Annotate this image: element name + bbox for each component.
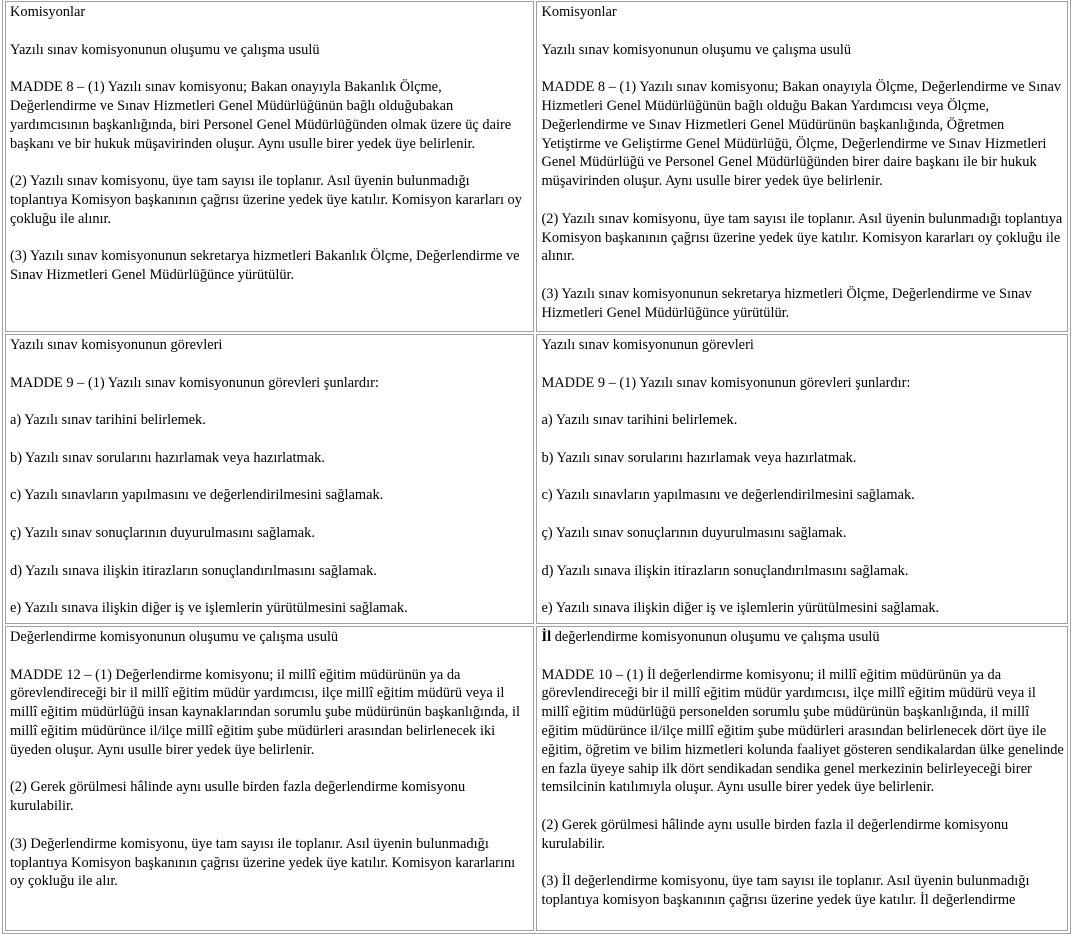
table-row [5,334,1068,624]
list-item: ç) Yazılı sınav sonuçlarının duyurulmasını sağlamak. [541,524,847,541]
list-item: c) Yazılı sınavların yapılmasını ve değerlendirilmesini sağlamak. [541,487,915,504]
article-paragraph: (3) İl değerlendirme komisyonu, üye tam sayısı ile toplanır. Asıl üyenin bulunmadığı toplantıya komisyon başkanının çağrısı üzerine yedek üye katılır. İl değerlendirme [541,873,1030,909]
list-item: a) Yazılı sınav tarihini belirlemek. [541,412,738,429]
old-text-cell [5,334,534,624]
section-heading: Komisyonlar [541,4,617,20]
old-text-cell [5,1,534,332]
new-text-cell [536,334,1068,624]
old-text-cell [5,626,534,931]
list-item: e) Yazılı sınava ilişkin diğer iş ve işlemlerin yürütülmesini sağlamak. [10,600,408,617]
article-paragraph: (2) Yazılı sınav komisyonu, üye tam sayısı ile toplanır. Asıl üyenin bulunmadığı toplantıya Komisyon başkanının çağrısı üzerine yedek üye katılır. Komisyon kararları oy çokluğu ile alınır. [541,210,1063,265]
list-item: b) Yazılı sınav sorularını hazırlamak veya hazırlatmak. [541,449,857,466]
article-title: Değerlendirme komisyonunun oluşumu ve çalışma usulü [10,629,339,645]
list-item: d) Yazılı sınava ilişkin itirazların sonuçlandırılmasını sağlamak. [541,562,909,579]
article-paragraph: (3) Yazılı sınav komisyonunun sekretarya hizmetleri Bakanlık Ölçme, Değerlendirme ve Sınav Hizmetleri Genel Müdürlüğünce yürütülür. [10,248,520,284]
article-title: Yazılı sınav komisyonunun görevleri [10,337,223,353]
article-title: Yazılı sınav komisyonunun oluşumu ve çalışma usulü [541,41,852,58]
table-row [5,626,1068,931]
table-row [5,1,1068,332]
article-paragraph: MADDE 8 – (1) Yazılı sınav komisyonu; Bakan onayıyla Ölçme, Değerlendirme ve Sınav Hizmetleri Genel Müdürlüğünün bağlı olduğu Bakan Yardımcısı veya Ölçme, Değerlendirme ve Sınav Hizmetleri Genel Müdürünün başkanlığında, Öğretmen Yetiştirme ve Geliştirme Genel Müdürlüğü, Ölçme, Değerlendirme ve Sınav Hizmetleri Genel Müdürlüğü ve Personel Genel Müdürlüğünden birer daire başkanı ile bir hukuk müşavirinden oluşur. Aynı usulle birer yedek üye belirlenir. [541,79,1062,190]
article-paragraph: MADDE 9 – (1) Yazılı sınav komisyonunun görevleri şunlardır: [541,374,911,391]
list-item: b) Yazılı sınav sorularını hazırlamak veya hazırlatmak. [10,449,325,466]
article-title [541,628,1064,647]
heading-prefix: İl [541,629,552,645]
list-item: ç) Yazılı sınav sonuçlarının duyurulmasını sağlamak. [10,524,315,541]
heading-rest: değerlendirme komisyonunun oluşumu ve çalışma usulü [551,629,880,645]
section-heading: Komisyonlar [10,4,86,20]
list-item: e) Yazılı sınava ilişkin diğer iş ve işlemlerin yürütülmesini sağlamak. [541,600,940,617]
new-text-cell [536,1,1068,332]
article-title: Yazılı sınav komisyonunun görevleri [541,337,754,353]
article-paragraph: MADDE 12 – (1) Değerlendirme komisyonu; il millî eğitim müdürünün ya da görevlendireceği bir il millî eğitim müdür yardımcısı, ilçe millî eğitim müdürü veya il millî eğitim müdürlüğü insan kaynaklarından sorumlu şube müdürünün başkanlığında, il millî eğitim müdürünce il/ilçe millî eğitim şube müdürleri arasından belirlenecek iki üyeden oluşur. Aynı usulle birer yedek üye belirlenir. [10,666,520,758]
article-paragraph: MADDE 10 – (1) İl değerlendirme komisyonu; il millî eğitim müdürünün ya da görevlendireceği bir il millî eğitim müdür yardımcısı, ilçe millî eğitim müdürü veya il millî eğitim müdürlüğü personelden sorumlu şube müdürünün başkanlığında, il millî eğitim müdürünce il/ilçe millî eğitim şube müdürleri arasından belirlenecek dört üye ile eğitim, öğretim ve bilim hizmetleri kolunda faaliyet gösteren sendikalardan ülke genelinde en fazla üyeye sahip ilk dört sendikadan sendika genel merkezinin belirleyeceği birer temsilcinin katılımıyla oluşur. Aynı usulle birer yedek üye belirlenir. [541,666,1064,796]
article-paragraph: MADDE 9 – (1) Yazılı sınav komisyonunun görevleri şunlardır: [10,374,379,391]
comparison-table [2,0,1071,934]
article-paragraph: MADDE 8 – (1) Yazılı sınav komisyonu; Bakan onayıyla Bakanlık Ölçme, Değerlendirme ve Sınav Hizmetleri Genel Müdürlüğünün bağlı olduğubakan yardımcısının başkanlığında, biri Personel Genel Müdürlüğünden olmak üzere üç daire başkanı ve bir hukuk müşavirinden oluşur. Aynı usulle birer yedek üye belirlenir. [10,79,512,152]
list-item: a) Yazılı sınav tarihini belirlemek. [10,412,206,429]
article-title: Yazılı sınav komisyonunun oluşumu ve çalışma usulü [10,41,320,58]
list-item: d) Yazılı sınava ilişkin itirazların sonuçlandırılmasını sağlamak. [10,562,377,579]
article-paragraph: (2) Gerek görülmesi hâlinde aynı usulle birden fazla il değerlendirme komisyonu kurulabilir. [541,816,1009,852]
list-item: c) Yazılı sınavların yapılmasını ve değerlendirilmesini sağlamak. [10,487,384,504]
new-text-cell [536,626,1068,931]
article-paragraph: (2) Yazılı sınav komisyonu, üye tam sayısı ile toplanır. Asıl üyenin bulunmadığı toplantıya Komisyon başkanının çağrısı üzerine yedek üye katılır. Komisyon kararları oy çokluğu ile alınır. [10,173,522,227]
article-paragraph: (2) Gerek görülmesi hâlinde aynı usulle birden fazla değerlendirme komisyonu kurulabilir. [10,779,466,815]
article-paragraph: (3) Değerlendirme komisyonu, üye tam sayısı ile toplanır. Asıl üyenin bulunmadığı toplantıya Komisyon başkanının çağrısı üzerine yedek üye katılır. Komisyon kararlarını oy çokluğu ile alır. [10,835,516,890]
article-paragraph: (3) Yazılı sınav komisyonunun sekretarya hizmetleri Ölçme, Değerlendirme ve Sınav Hizmetleri Genel Müdürlüğünce yürütülür. [541,285,1032,321]
